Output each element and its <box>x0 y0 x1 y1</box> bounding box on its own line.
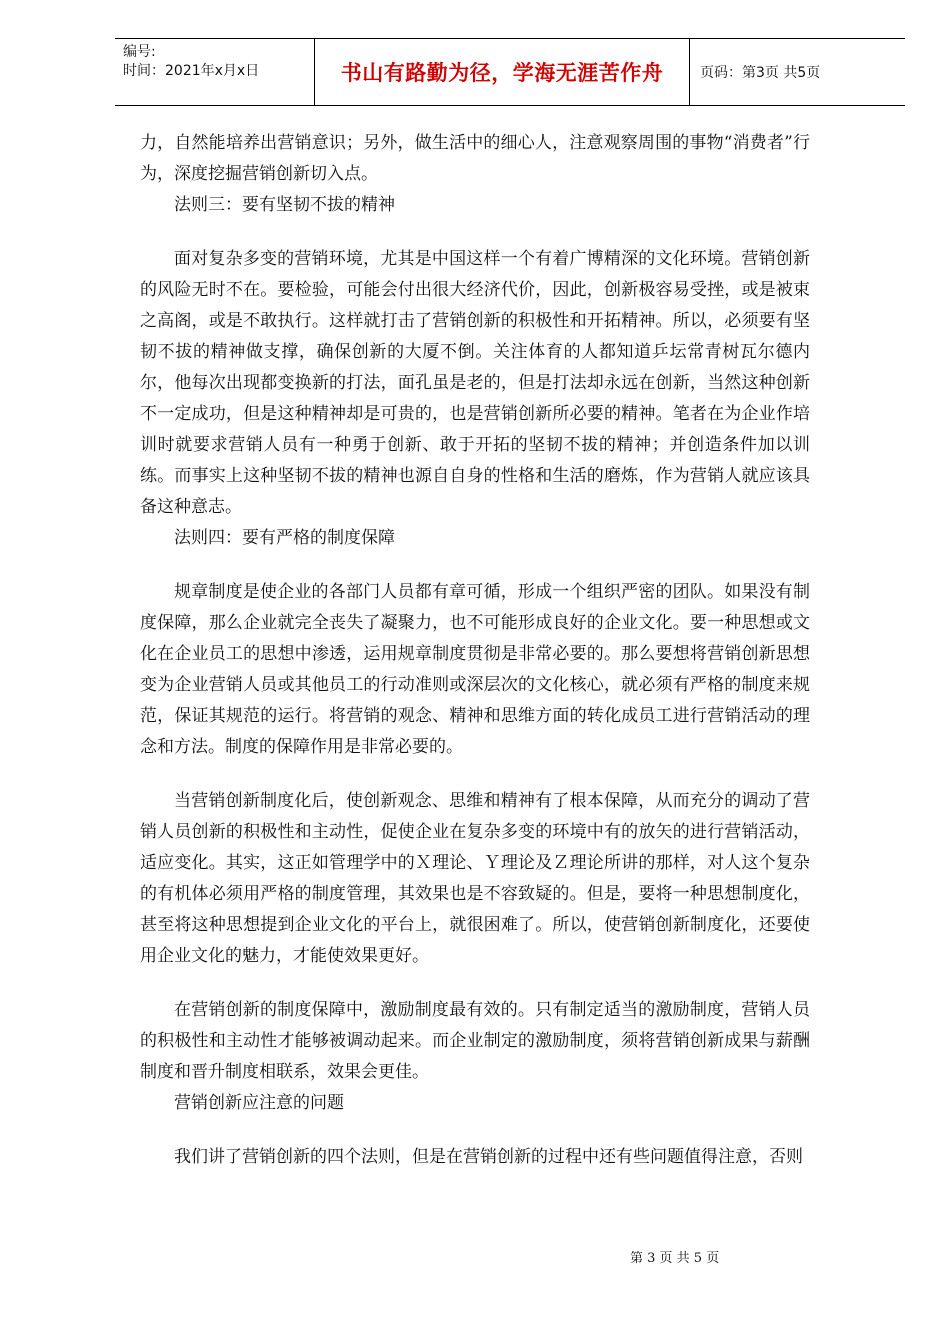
section-heading-rule-3: 法则三：要有坚韧不拔的精神 <box>174 195 395 215</box>
paragraph-rule-4-c: 在营销创新的制度保障中，激励制度最有效的。只有制定适当的激励制度，营销人员的积极性和主动性才能够被调动起来。而企业制定的激励制度，须将营销创新成果与薪酬制度和晋升制度相联系，效果会更佳。 <box>140 1000 810 1082</box>
paragraph-rule-4-a: 规章制度是使企业的各部门人员都有章可循，形成一个组织严密的团队。如果没有制度保障，那么企业就完全丧失了凝聚力，也不可能形成良好的企业文化。要一种思想或文化在企业员工的思想中渗透，运用规章制度贯彻是非常必要的。那么要想将营销创新思想变为企业营销人员或其他员工的行动准则或深层次的文化核心，就必须有严格的制度来规范，保证其规范的运行。将营销的观念、精神和思维方面的转化成员工进行营销活动的理念和方法。制度的保障作用是非常必要的。 <box>140 582 810 757</box>
paragraph-rule-3: 面对复杂多变的营销环境，尤其是中国这样一个有着广博精深的文化环境。营销创新的风险无时不在。要检验，可能会付出很大经济代价，因此，创新极容易受挫，或是被束之高阁，或是不敢执行。这样就打击了营销创新的积极性和开拓精神。所以，必须要有坚韧不拔的精神做支撑，确保创新的大厦不倒。关注体育的人都知道乒坛常青树瓦尔德内尔，他每次出现都变换新的打法，面孔虽是老的，但是打法却永远在创新，当然这种创新不一定成功，但是这种精神却是可贵的，也是营销创新所必要的精神。笔者在为企业作培训时就要求营销人员有一种勇于创新、敢于开拓的坚韧不拔的精神；并创造条件加以训练。而事实上这种坚韧不拔的精神也源自自身的性格和生活的磨炼，作为营销人就应该具备这种意志。 <box>140 249 810 517</box>
section-heading-rule-4: 法则四：要有严格的制度保障 <box>174 528 395 548</box>
section-heading-notes: 营销创新应注意的问题 <box>174 1093 344 1113</box>
header-motto-cell <box>315 39 690 105</box>
document-body <box>140 128 810 1173</box>
paragraph-rule-4-b: 当营销创新制度化后，使创新观念、思维和精神有了根本保障，从而充分的调动了营销人员创新的积极性和主动性，促使企业在复杂多变的环境中有的放矢的进行营销活动，适应变化。其实，这正如管理学中的Ｘ理论、Ｙ理论及Ｚ理论所讲的那样，对人这个复杂的有机体必须用严格的制度管理，其效果也是不容致疑的。但是，要将一种思想制度化，甚至将这种思想提到企业文化的平台上，就很困难了。所以，使营销创新制度化，还要使用企业文化的魅力，才能使效果更好。 <box>140 791 810 966</box>
header-meta <box>115 39 315 105</box>
doc-number-label: 编号: <box>123 44 156 60</box>
doc-time-label: 时间：2021年x月x日 <box>123 63 260 79</box>
page-header <box>115 38 905 106</box>
header-page-info: 页码：第3页 共5页 <box>700 65 821 81</box>
paragraph-continuation: 力，自然能培养出营销意识；另外，做生活中的细心人，注意观察周围的事物“消费者”行为，深度挖掘营销创新切入点。 <box>140 133 810 184</box>
header-motto: 书山有路勤为径，学海无涯苦作舟 <box>340 61 664 85</box>
paragraph-notes: 我们讲了营销创新的四个法则，但是在营销创新的过程中还有些问题值得注意，否则 <box>174 1147 803 1167</box>
page-footer: 第 3 页 共 5 页 <box>630 1251 720 1266</box>
